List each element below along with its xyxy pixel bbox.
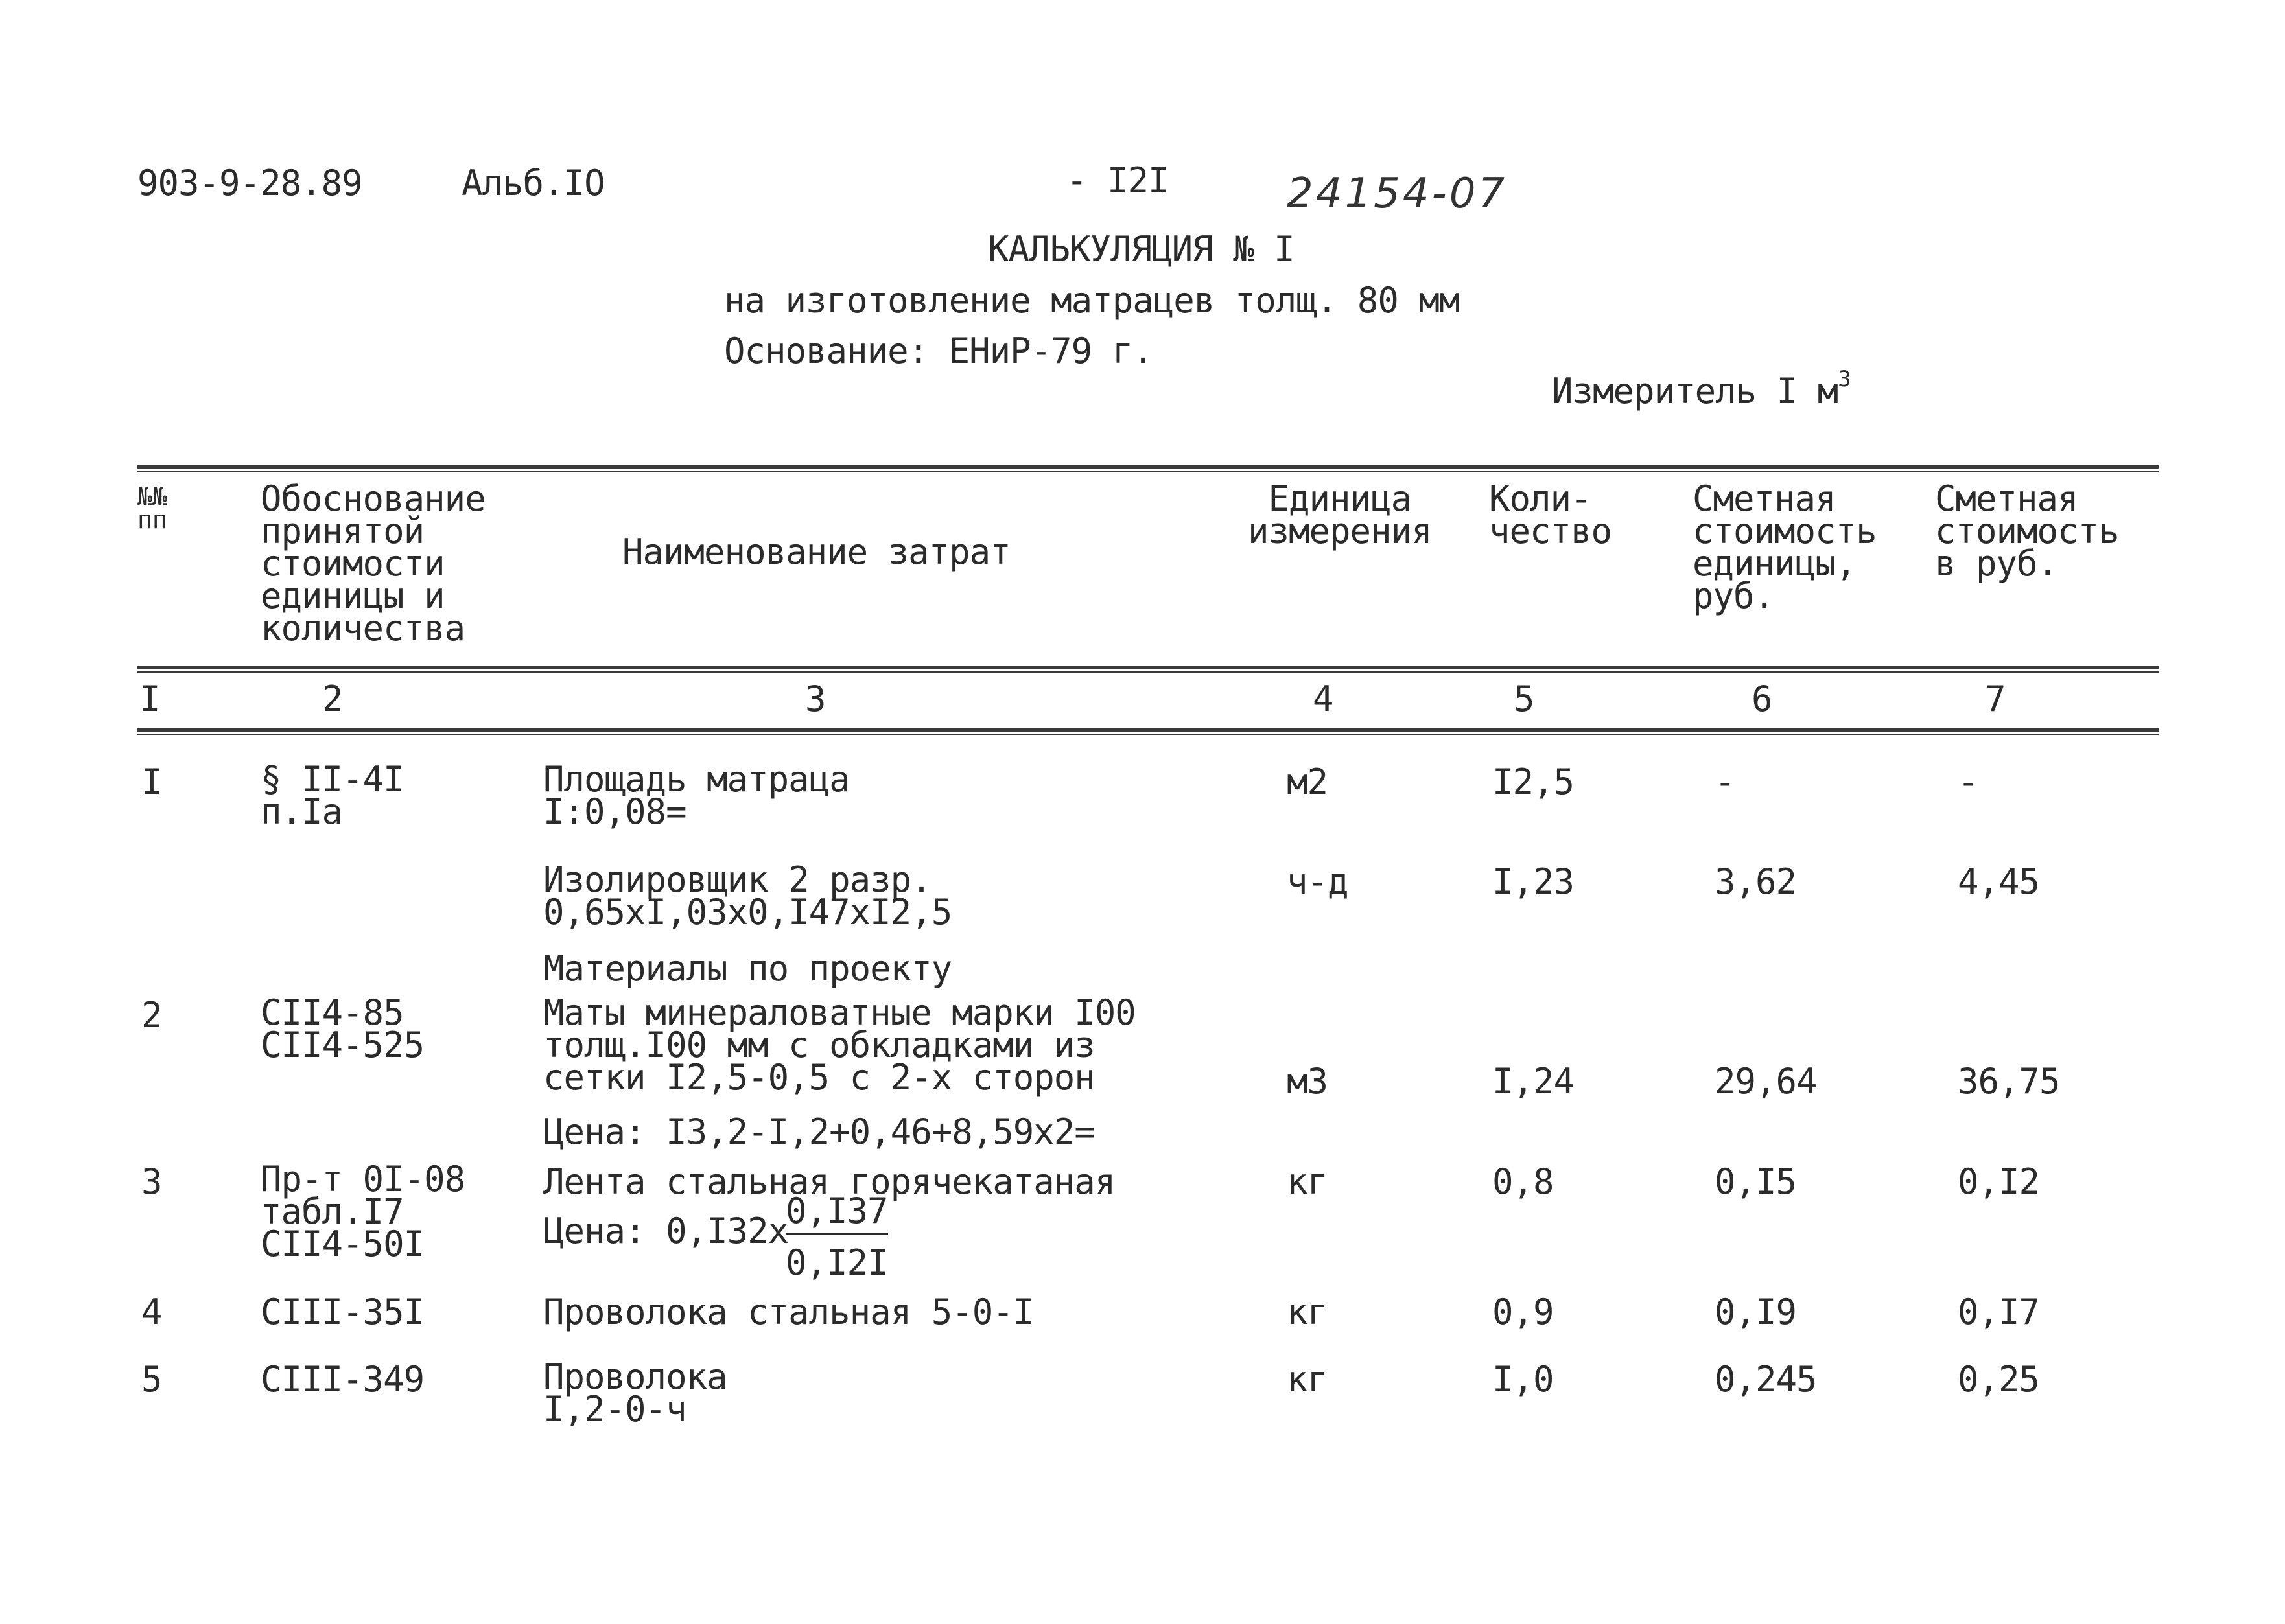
row-basis: Пр-т 0I-08 табл.I7 СII4-50I [261, 1159, 465, 1264]
header-basis: Обоснование принятой стоимости единицы и количества [261, 478, 486, 649]
row-price-note: Цена: I3,2-I,2+0,46+8,59х2= [543, 1111, 1095, 1152]
album-number: Альб.IO [462, 163, 605, 203]
row-price-formula [543, 1211, 789, 1251]
column-number: 6 [1752, 679, 1772, 719]
row-name: Площадь матраца I:0,08= [543, 759, 850, 832]
column-numbers-rule [137, 728, 2159, 732]
calculation-subtitle: на изготовление матрацев толщ. 80 мм [724, 280, 1460, 321]
price-denominator: 0,I2I [786, 1242, 888, 1283]
column-number: I [139, 679, 160, 719]
header-unit-cost: Сметная стоимость единицы, руб. [1693, 478, 1877, 616]
column-number: 3 [805, 679, 826, 719]
header-quantity: Коли- чество [1489, 478, 1612, 551]
row-name: Проволока стальная 5-0-I [543, 1292, 1034, 1332]
row-unit-cost: - [1715, 761, 1735, 802]
header-number: №№ пп [137, 482, 167, 534]
section-title-materials: Материалы по проекту [543, 948, 952, 989]
price-numerator: 0,I37 [786, 1194, 888, 1229]
header-unit: Единица измерения [1248, 478, 1432, 551]
row-unit: кг [1287, 1292, 1328, 1332]
row-number: 3 [141, 1161, 162, 1202]
row-unit-cost: 0,I9 [1715, 1292, 1797, 1332]
table-top-rule [137, 465, 2159, 469]
column-numbers-rule-thin [137, 734, 2159, 735]
row-number: 2 [141, 995, 162, 1036]
unit-of-measure: Измеритель I $м^3$ [1552, 366, 1851, 412]
row-quantity: I,23 [1492, 861, 1575, 902]
header-name: Наименование затрат [622, 531, 1011, 572]
row-total-cost: 4,45 [1958, 861, 2040, 902]
column-number: 7 [1985, 679, 2006, 719]
row-unit: ч-д [1287, 861, 1348, 902]
price-prefix: Цена: 0,I32х [543, 1211, 789, 1251]
header-bottom-rule-thin [137, 671, 2159, 673]
row-quantity: I,0 [1492, 1359, 1554, 1400]
calculation-title: КАЛЬКУЛЯЦИЯ № I [988, 229, 1295, 270]
calculation-basis: Основание: ЕНиР-79 г. [724, 331, 1153, 371]
row-unit: кг [1287, 1359, 1328, 1400]
row-basis: СII4-85 СII4-525 [261, 992, 425, 1065]
row-unit-cost: 0,I5 [1715, 1161, 1797, 1202]
table-top-rule-thin [137, 471, 2159, 472]
row-unit-cost: 3,62 [1715, 861, 1797, 902]
row-name: Проволока I,2-0-ч [543, 1356, 727, 1430]
row-number: 5 [141, 1359, 162, 1400]
handwritten-number: 24154-07 [1287, 170, 1508, 218]
row-basis: СIII-349 [261, 1359, 425, 1400]
row-quantity: I2,5 [1492, 761, 1575, 802]
row-total-cost: 0,25 [1958, 1359, 2040, 1400]
row-name: Маты минераловатные марки I00 толщ.I00 мм с обкладками из сетки I2,5-0,5 с 2-х сторон [543, 992, 1136, 1098]
row-basis: СIII-35I [261, 1292, 425, 1332]
row-name: Лента стальная горячекатаная [543, 1161, 1116, 1202]
document-code: 903-9-28.89 [137, 163, 362, 203]
row-unit-cost: 29,64 [1715, 1061, 1817, 1102]
row-unit: м3 [1287, 1061, 1328, 1102]
row-quantity: I,24 [1492, 1061, 1575, 1102]
page-number: - I2I [1066, 160, 1169, 201]
column-number: 2 [322, 679, 343, 719]
column-number: 5 [1514, 679, 1534, 719]
row-total-cost: 36,75 [1958, 1061, 2060, 1102]
row-number: 4 [141, 1292, 162, 1332]
row-number: I [141, 761, 162, 802]
row-unit: кг [1287, 1161, 1328, 1202]
row-basis: § II-4I п.Iа [261, 759, 404, 832]
column-number: 4 [1313, 679, 1333, 719]
row-total-cost: - [1958, 761, 1978, 802]
header-bottom-rule [137, 666, 2159, 669]
row-total-cost: 0,I2 [1958, 1161, 2040, 1202]
row-name: Изолировщик 2 разр. 0,65хI,03х0,I47хI2,5 [543, 859, 952, 933]
row-quantity: 0,8 [1492, 1161, 1554, 1202]
row-total-cost: 0,I7 [1958, 1292, 2040, 1332]
row-unit: м2 [1287, 761, 1328, 802]
row-unit-cost: 0,245 [1715, 1359, 1817, 1400]
row-quantity: 0,9 [1492, 1292, 1554, 1332]
header-total-cost: Сметная стоимость в руб. [1935, 478, 2119, 584]
